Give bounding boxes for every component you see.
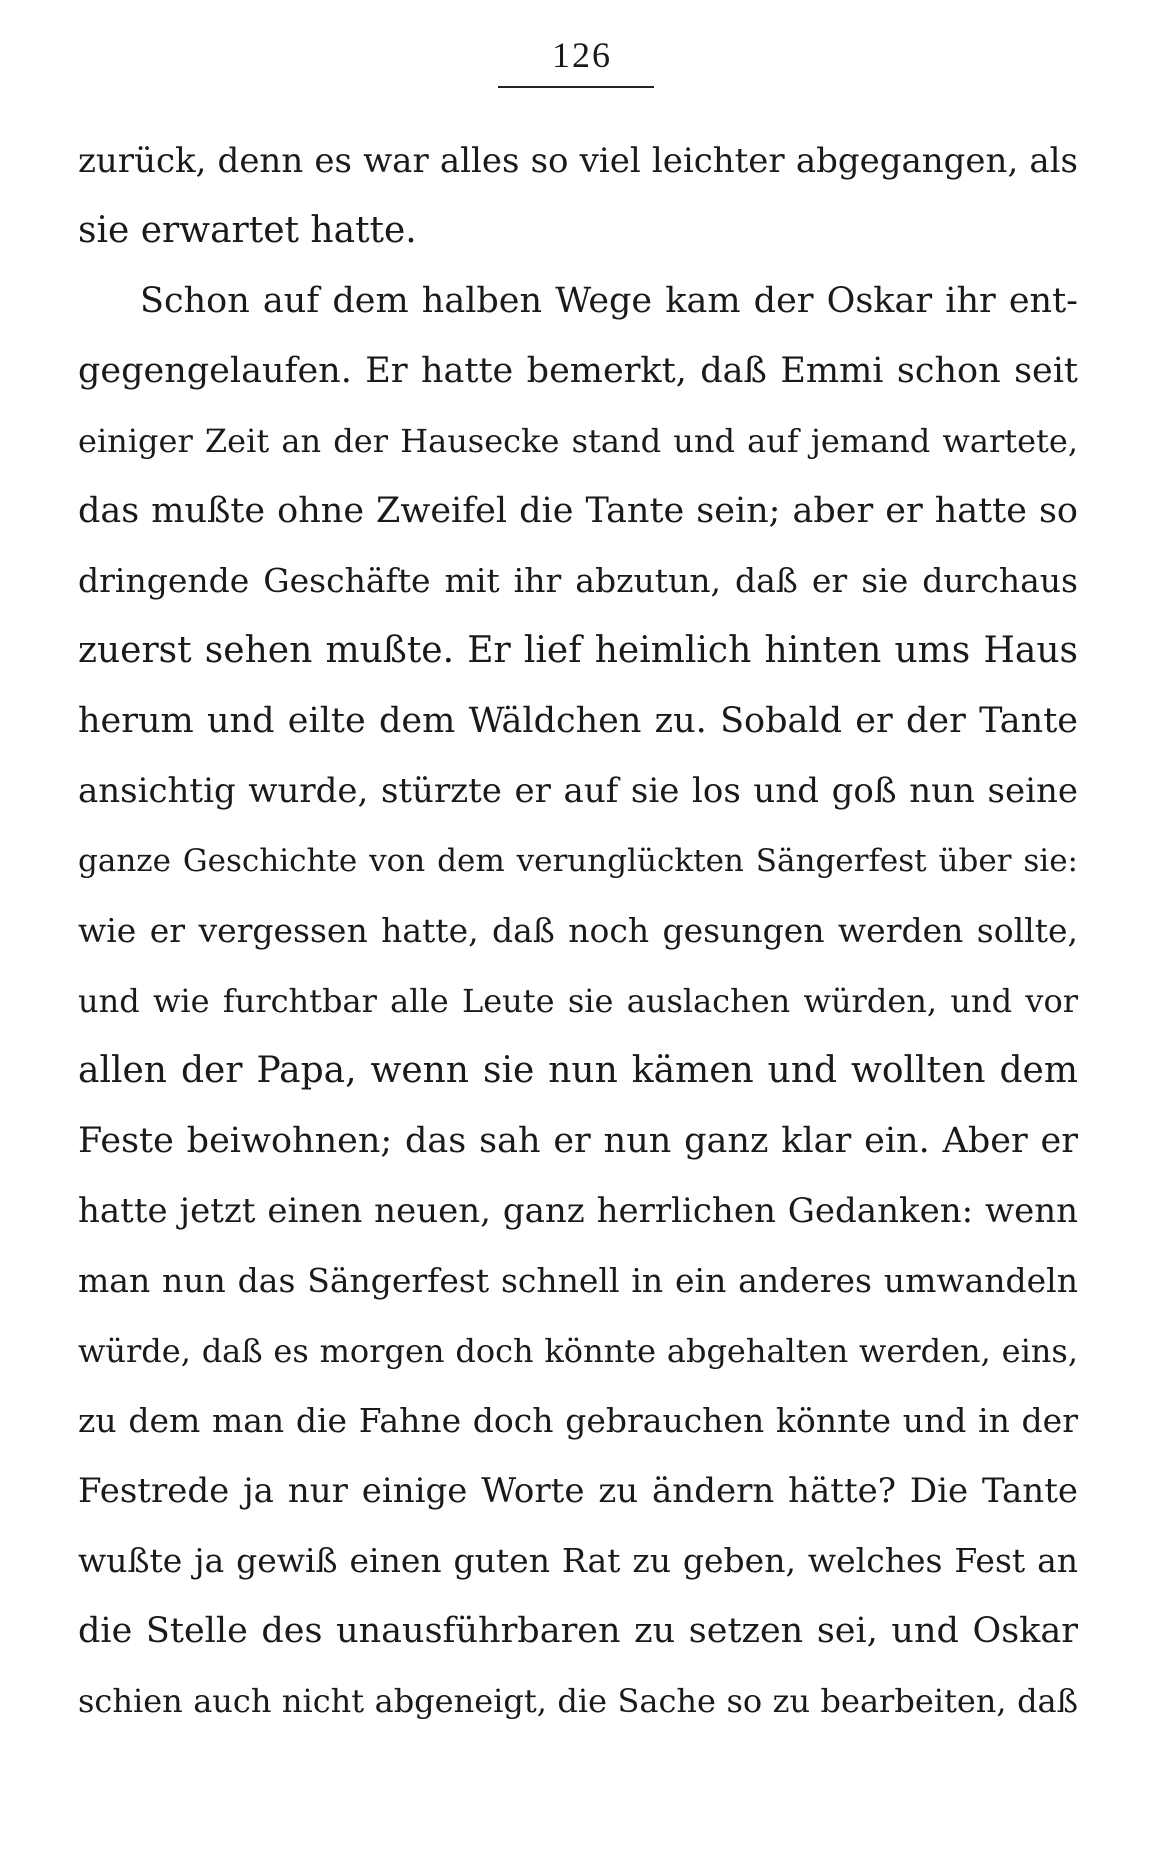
text-line: dringende Geschäfte mit ihr abzutun, daß er sie durchaus xyxy=(78,561,1078,600)
text-line: und wie furchtbar alle Leute sie auslachen würden, und vor xyxy=(78,982,1078,1020)
text-line: gegengelaufen. Er hatte bemerkt, daß Emmi schon seit xyxy=(78,351,1078,391)
page-number-rule xyxy=(498,86,654,88)
text-line: zurück, denn es war alles so viel leichter abgegangen, als xyxy=(78,141,1078,181)
text-line: sie erwartet hatte. xyxy=(78,210,417,251)
text-line: Feste beiwohnen; das sah er nun ganz klar ein. Aber er xyxy=(78,1121,1078,1161)
text-line: hatte jetzt einen neuen, ganz herrlichen Gedanken: wenn xyxy=(78,1191,1078,1231)
text-line: zuerst sehen mußte. Er lief heimlich hinten ums Haus xyxy=(78,630,1078,671)
text-line: herum und eilte dem Wäldchen zu. Sobald er der Tante xyxy=(78,701,1078,741)
text-line: Schon auf dem halben Wege kam der Oskar ihr ent- xyxy=(140,281,1078,321)
text-line: allen der Papa, wenn sie nun kämen und wollten dem xyxy=(78,1050,1078,1091)
text-line: man nun das Sängerfest schnell in ein anderes umwandeln xyxy=(78,1261,1078,1300)
text-line: würde, daß es morgen doch könnte abgehalten werden, eins, xyxy=(78,1332,1078,1370)
text-line: die Stelle des unausführbaren zu setzen sei, und Oskar xyxy=(78,1611,1078,1651)
text-line: das mußte ohne Zweifel die Tante sein; aber er hatte so xyxy=(78,491,1078,531)
text-line: wußte ja gewiß einen guten Rat zu geben, welches Fest an xyxy=(78,1541,1078,1580)
page-number: 126 xyxy=(552,35,612,75)
text-line: zu dem man die Fahne doch gebrauchen könnte und in der xyxy=(78,1401,1078,1440)
body-text xyxy=(78,126,1078,1736)
text-line: Festrede ja nur einige Worte zu ändern hätte? Die Tante xyxy=(78,1471,1078,1511)
text-line: einiger Zeit an der Hausecke stand und auf jemand wartete, xyxy=(78,422,1078,460)
text-line: ansichtig wurde, stürzte er auf sie los und goß nun seine xyxy=(78,771,1078,811)
text-line: wie er vergessen hatte, daß noch gesungen werden sollte, xyxy=(78,911,1078,950)
text-line: ganze Geschichte von dem verunglückten Sängerfest über sie: xyxy=(78,843,1078,879)
text-line: schien auch nicht abgeneigt, die Sache so zu bearbeiten, daß xyxy=(78,1682,1078,1720)
